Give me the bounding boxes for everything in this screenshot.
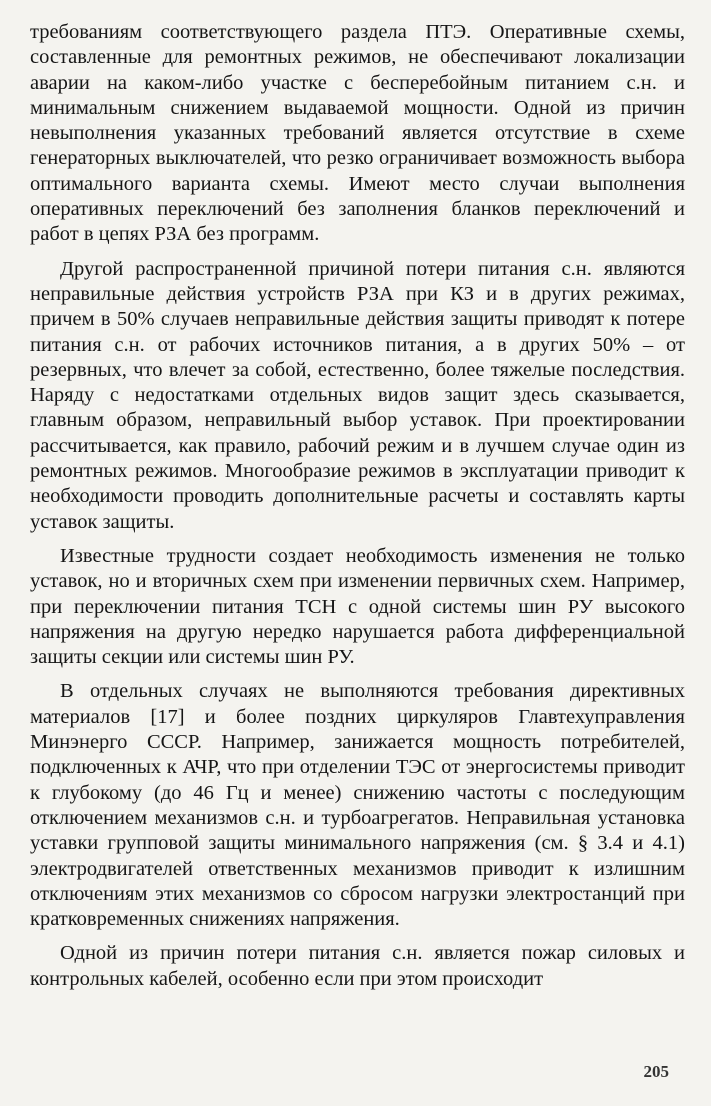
paragraph-4: В отдельных случаях не выполняются требования директивных материалов [17] и более поздних циркуляров Главтехуправления Минэнерго СССР. Например, занижается мощность потребителей, подключенных к АЧР, что при отделении ТЭС от энергосистемы приводит к глубокому (до 46 Гц и менее) снижению частоты с последующим отключением механизмов с.н. и турбоагрегатов. Неправильная установка уставки групповой защиты минимального напряжения (см. § 3.4 и 4.1) электродвигателей ответственных механизмов приводит к излишним отключениям этих механизмов со сбросом нагрузки электростанций при кратковременных снижениях напряжения. [30,680,685,931]
paragraph-5: Одной из причин потери питания с.н. является пожар силовых и контрольных кабелей, особенно если при этом происходит [30,942,685,990]
paragraph-2: Другой распространенной причиной потери питания с.н. являются неправильные действия устройств РЗА при КЗ и в других режимах, причем в 50% случаев неправильные действия защиты приводят к потере питания с.н. от рабочих источников питания, а в других 50% – от резервных, что влечет за собой, естественно, более тяжелые последствия. Наряду с недостатками отдельных видов защит здесь сказывается, главным образом, неправильный выбор уставок. При проектировании рассчитывается, как правило, рабочий режим и в лучшем случае один из ремонтных режимов. Многообразие режимов в эксплуатации приводит к необходимости проводить дополнительные расчеты и составлять карты уставок защиты. [30,257,685,533]
page-number: 205 [643,1062,669,1081]
body-text [30,20,685,992]
paragraph-3: Известные трудности создает необходимость изменения не только уставок, но и вторичных схем при изменении первичных схем. Например, при переключении питания ТСН с одной системы шин РУ высокого напряжения на другую нередко нарушается работа дифференциальной защиты секции или системы шин РУ. [30,544,685,669]
paragraph-1: требованиям соответствующего раздела ПТЭ. Оперативные схемы, составленные для ремонтных режимов, не обеспечивают локализации аварии на каком-либо участке с бесперебойным питанием с.н. и минимальным снижением выдаваемой мощности. Одной из причин невыполнения указанных требований является отсутствие в схеме генераторных выключателей, что резко ограничивает возможность выбора оптимального варианта схемы. Имеют место случаи выполнения оперативных переключений без заполнения бланков переключений и работ в цепях РЗА без программ. [30,21,685,246]
